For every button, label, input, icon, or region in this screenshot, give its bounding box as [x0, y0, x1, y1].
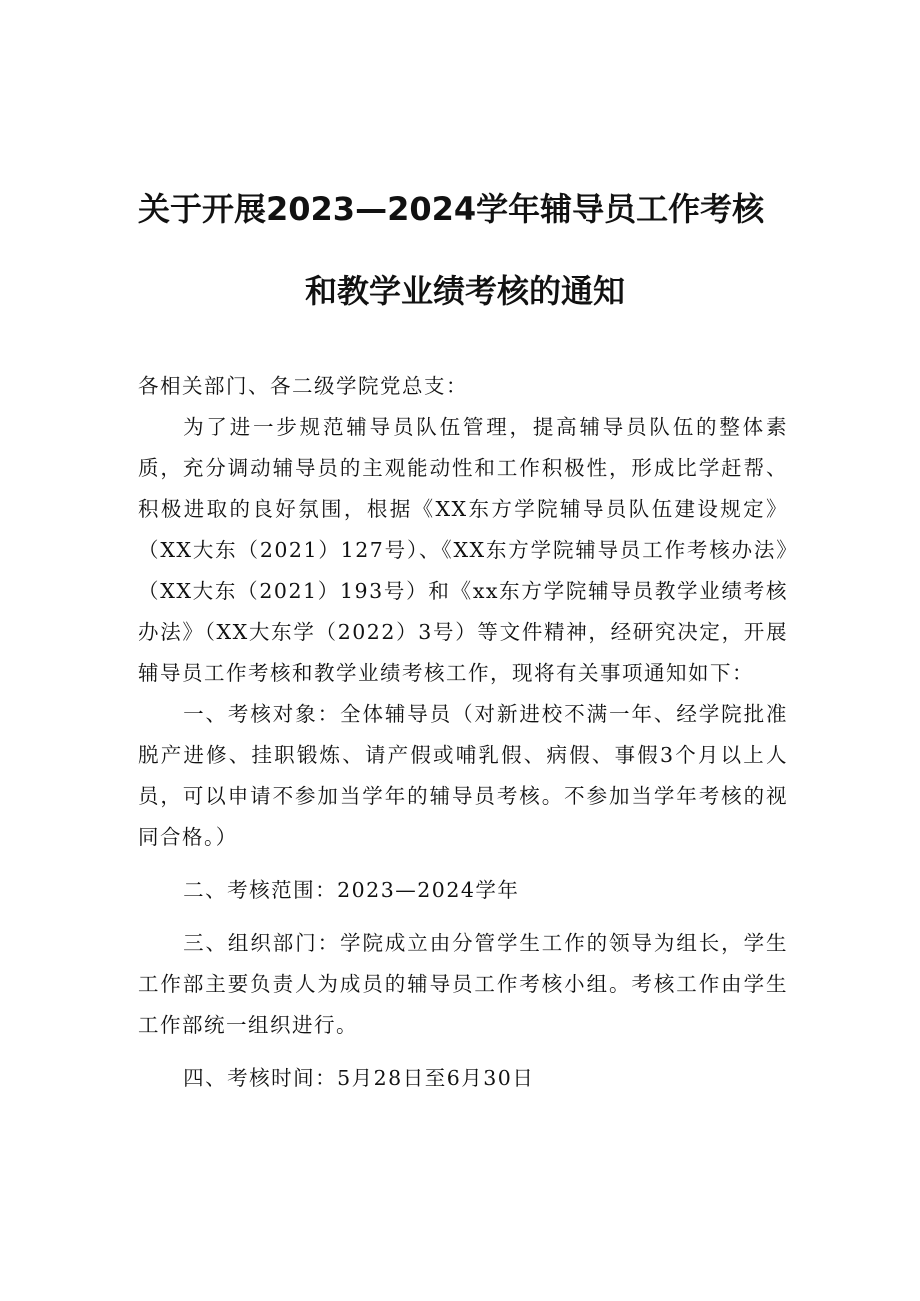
item-assessment-targets: 一、考核对象：全体辅导员（对新进校不满一年、经学院批准脱产进修、挂职锻炼、请产假或哺乳假、病假、事假3个月以上人员，可以申请不参加当学年的辅导员考核。不参加当学年考核的视同合格。） [138, 702, 788, 849]
document-title-line-1: 关于开展2023—2024学年辅导员工作考核 [138, 190, 765, 228]
intro-paragraph: 为了进一步规范辅导员队伍管理，提高辅导员队伍的整体素质，充分调动辅导员的主观能动性和工作积极性，形成比学赶帮、积极进取的良好氛围，根据《XX东方学院辅导员队伍建设规定》（XX大东（2021）127号）、《XX东方学院辅导员工作考核办法》（XX大东（2021）193号）和《xx东方学院辅导员教学业绩考核办法》（XX大东学（2022）3号）等文件精神，经研究决定，开展辅导员工作考核和教学业绩考核工作，现将有关事项通知如下： [138, 415, 788, 685]
item-assessment-time: 四、考核时间：5月28日至6月30日 [183, 1066, 535, 1090]
document-title-line-2: 和教学业绩考核的通知 [305, 272, 626, 310]
salutation: 各相关部门、各二级学院党总支： [138, 374, 468, 398]
item-organizing-department: 三、组织部门：学院成立由分管学生工作的领导为组长，学生工作部主要负责人为成员的辅导员工作考核小组。考核工作由学生工作部统一组织进行。 [138, 931, 788, 1037]
item-assessment-scope: 二、考核范围：2023—2024学年 [183, 878, 520, 902]
document-body [138, 366, 788, 1099]
